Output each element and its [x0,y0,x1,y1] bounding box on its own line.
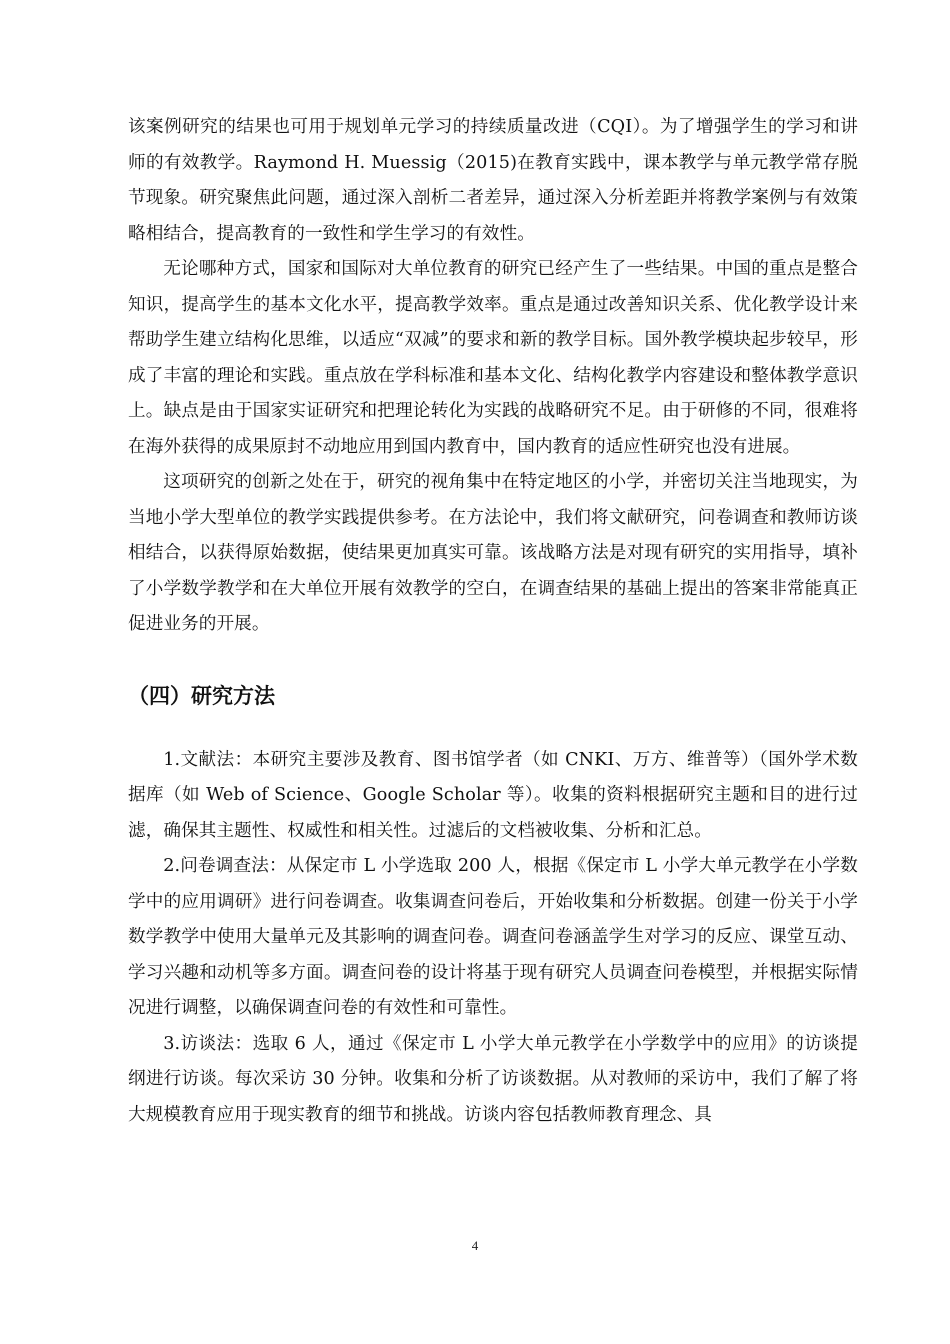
section-heading: （四）研究方法 [128,683,275,708]
method-paragraph-interview: 3.访谈法：选取 6 人，通过《保定市 L 小学大单元教学在小学数学中的应用》的访谈提纲进行访谈。每次采访 30 分钟。收集和分析了访谈数据。从对教师的采访中，我们了解了将大规模教育应用于现实教育的细节和挑战。访谈内容包括教师教育理念、具 [128,1033,858,1125]
body-paragraph: 无论哪种方式，国家和国际对大单位教育的研究已经产生了一些结果。中国的重点是整合知识，提高学生的基本文化水平，提高教学效率。重点是通过改善知识关系、优化教学设计来帮助学生建立结构化思维，以适应“双减”的要求和新的教学目标。国外教学模块起步较早，形成了丰富的理论和实践。重点放在学科标准和基本文化、结构化教学内容建设和整体教学意识上。缺点是由于国家实证研究和把理论转化为实践的战略研究不足。由于研修的不同，很难将在海外获得的成果原封不动地应用到国内教育中，国内教育的适应性研究也没有进展。 [128,259,858,457]
method-paragraph-literature: 1.文献法：本研究主要涉及教育、图书馆学者（如 CNKI、万方、维普等）（国外学术数据库（如 Web of Science、Google Scholar 等）。收集的资料根据研究主题和目的进行过滤，确保其主题性、权威性和相关性。过滤后的文档被收集、分析和汇总。 [128,749,858,841]
method-paragraph-questionnaire: 2.问卷调查法：从保定市 L 小学选取 200 人，根据《保定市 L 小学大单元教学在小学数学中的应用调研》进行问卷调查。收集调查问卷后，开始收集和分析数据。创建一份关于小学数学教学中使用大量单元及其影响的调查问卷。调查问卷涵盖学生对学习的反应、课堂互动、学习兴趣和动机等多方面。调查问卷的设计将基于现有研究人员调查问卷模型，并根据实际情况进行调整，以确保调查问卷的有效性和可靠性。 [128,856,858,1018]
page-number: 4 [471,1238,479,1253]
page-body [128,110,858,1133]
body-paragraph: 该案例研究的结果也可用于规划单元学习的持续质量改进（CQI）。为了增强学生的学习和讲师的有效教学。Raymond H. Muessig（2015)在教育实践中，课本教学与单元教学常存脱节现象。研究聚焦此问题，通过深入剖析二者差异，通过深入分析差距并将教学案例与有效策略相结合，提高教育的一致性和学生学习的有效性。 [128,117,858,244]
body-paragraph: 这项研究的创新之处在于，研究的视角集中在特定地区的小学，并密切关注当地现实，为当地小学大型单位的教学实践提供参考。在方法论中，我们将文献研究，问卷调查和教师访谈相结合，以获得原始数据，使结果更加真实可靠。该战略方法是对现有研究的实用指导，填补了小学数学教学和在大单位开展有效教学的空白，在调查结果的基础上提出的答案非常能真正促进业务的开展。 [128,472,858,634]
